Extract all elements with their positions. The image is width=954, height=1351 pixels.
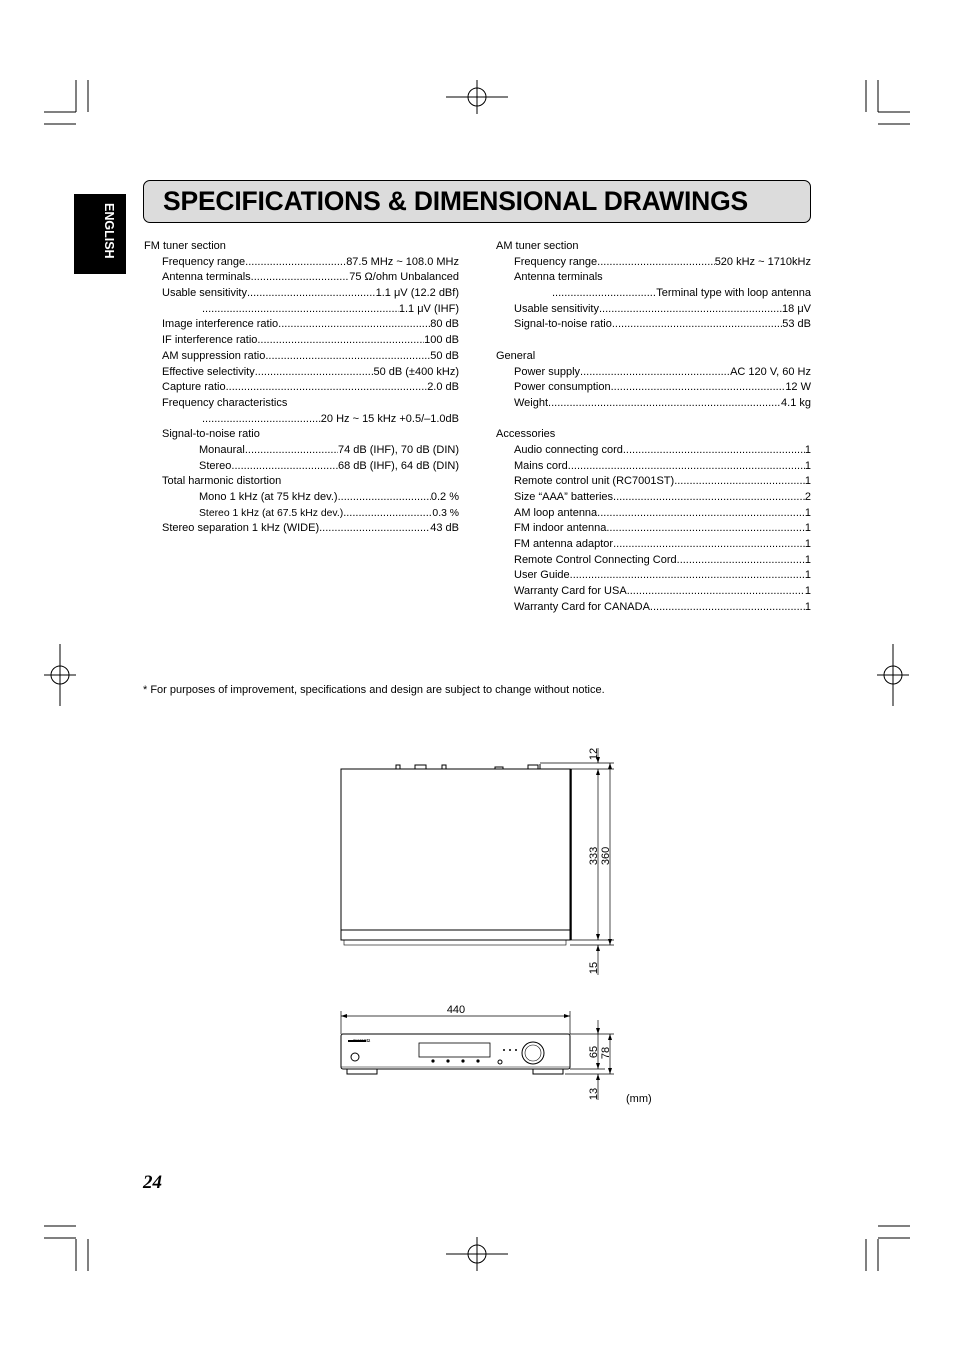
dim-total-360: 360 <box>600 846 612 866</box>
spec-row: ..... Terminal type with loop antenna <box>496 286 811 302</box>
dim-height-78: 78 <box>600 1046 612 1060</box>
spec-row: Signal-to-noise ratio ..... 53 dB <box>496 317 811 333</box>
spec-row: AM suppression ratio ..... 50 dB <box>144 349 459 365</box>
fm-spec-column <box>144 239 459 537</box>
dim-front-15: 15 <box>588 961 600 975</box>
spec-row: Frequency characteristics <box>162 396 288 409</box>
spec-row: Frequency range ..... 87.5 MHz ~ 108.0 MHz <box>144 255 459 271</box>
spec-row: Total harmonic distortion <box>162 475 282 488</box>
spec-row: Capture ratio ..... 2.0 dB <box>144 380 459 396</box>
spec-row: Antenna terminals <box>514 271 603 284</box>
spec-row: Stereo 1 kHz (at 67.5 kHz dev.) ..... 0.3 % <box>144 506 459 522</box>
spec-row: IF interference ratio ..... 100 dB <box>144 333 459 349</box>
spec-row: Mono 1 kHz (at 75 kHz dev.) ..... 0.2 % <box>144 490 459 506</box>
accessories-heading: Accessories <box>496 428 556 441</box>
accessory-row: Audio connecting cord ..... 1 <box>496 443 811 459</box>
accessory-row: FM antenna adaptor ..... 1 <box>496 537 811 553</box>
spec-row: Image interference ratio ..... 80 dB <box>144 317 459 333</box>
front-view-dimensions <box>341 1011 614 1100</box>
accessory-row: Warranty Card for USA ..... 1 <box>496 584 811 600</box>
spacer <box>496 412 811 428</box>
spec-row: Antenna terminals ..... 75 Ω/ohm Unbalanced <box>144 270 459 286</box>
fm-heading: FM tuner section <box>144 240 226 252</box>
spec-row: Weight ..... 4.1 kg <box>496 396 811 412</box>
accessory-row: Mains cord ..... 1 <box>496 459 811 475</box>
spec-row: Signal-to-noise ratio <box>162 428 260 441</box>
front-view-outline <box>341 1034 570 1074</box>
spec-row: Usable sensitivity ..... 18 μV <box>496 302 811 318</box>
top-view-outline <box>341 764 571 945</box>
spec-row: Monaural ..... 74 dB (IHF), 70 dB (DIN) <box>144 443 459 459</box>
spec-row: Power supply ..... AC 120 V, 60 Hz <box>496 365 811 381</box>
spec-row: Stereo ..... 68 dB (IHF), 64 dB (DIN) <box>144 459 459 475</box>
change-notice: * For purposes of improvement, specifications and design are subject to change without notice. <box>143 684 605 696</box>
am-general-column <box>496 239 811 616</box>
dim-height-65: 65 <box>588 1045 600 1059</box>
accessory-row: Size “AAA” batteries ..... 2 <box>496 490 811 506</box>
language-tab-label: ENGLISH <box>102 203 116 259</box>
language-tab <box>74 194 126 274</box>
page-title: SPECIFICATIONS & DIMENSIONAL DRAWINGS <box>163 186 748 216</box>
accessory-row: Warranty Card for CANADA ..... 1 <box>496 600 811 616</box>
dim-width-440: 440 <box>446 1004 466 1016</box>
spec-row: Stereo separation 1 kHz (WIDE) ..... 43 dB <box>144 521 459 537</box>
brand-logo: marantz <box>353 1038 371 1043</box>
accessory-row: AM loop antenna ..... 1 <box>496 506 811 522</box>
dim-foot-13: 13 <box>588 1087 600 1101</box>
spacer <box>496 333 811 349</box>
accessory-row: User Guide ..... 1 <box>496 568 811 584</box>
unit-label: (mm) <box>626 1093 652 1105</box>
page-number: 24 <box>143 1172 162 1193</box>
spec-row: Frequency range ..... 520 kHz ~ 1710kHz <box>496 255 811 271</box>
spec-row: Usable sensitivity ..... 1.1 μV (12.2 dBf) <box>144 286 459 302</box>
front-panel-buttons <box>431 1049 517 1063</box>
general-heading: General <box>496 349 536 362</box>
spec-row: Power consumption ..... 12 W <box>496 380 811 396</box>
dim-body-333: 333 <box>588 846 600 866</box>
accessory-row: FM indoor antenna ..... 1 <box>496 521 811 537</box>
spec-row: ..... 20 Hz ~ 15 kHz +0.5/–1.0dB <box>144 412 459 428</box>
spec-row: Effective selectivity ..... 50 dB (±400 kHz) <box>144 365 459 381</box>
accessory-row: Remote control unit (RC7001ST) ..... 1 <box>496 474 811 490</box>
am-heading: AM tuner section <box>496 240 579 252</box>
spec-row: ..... 1.1 μV (IHF) <box>144 302 459 318</box>
dim-rear-12: 12 <box>588 747 600 761</box>
dimensional-drawing <box>300 720 680 1120</box>
accessory-row: Remote Control Connecting Cord ..... 1 <box>496 553 811 569</box>
